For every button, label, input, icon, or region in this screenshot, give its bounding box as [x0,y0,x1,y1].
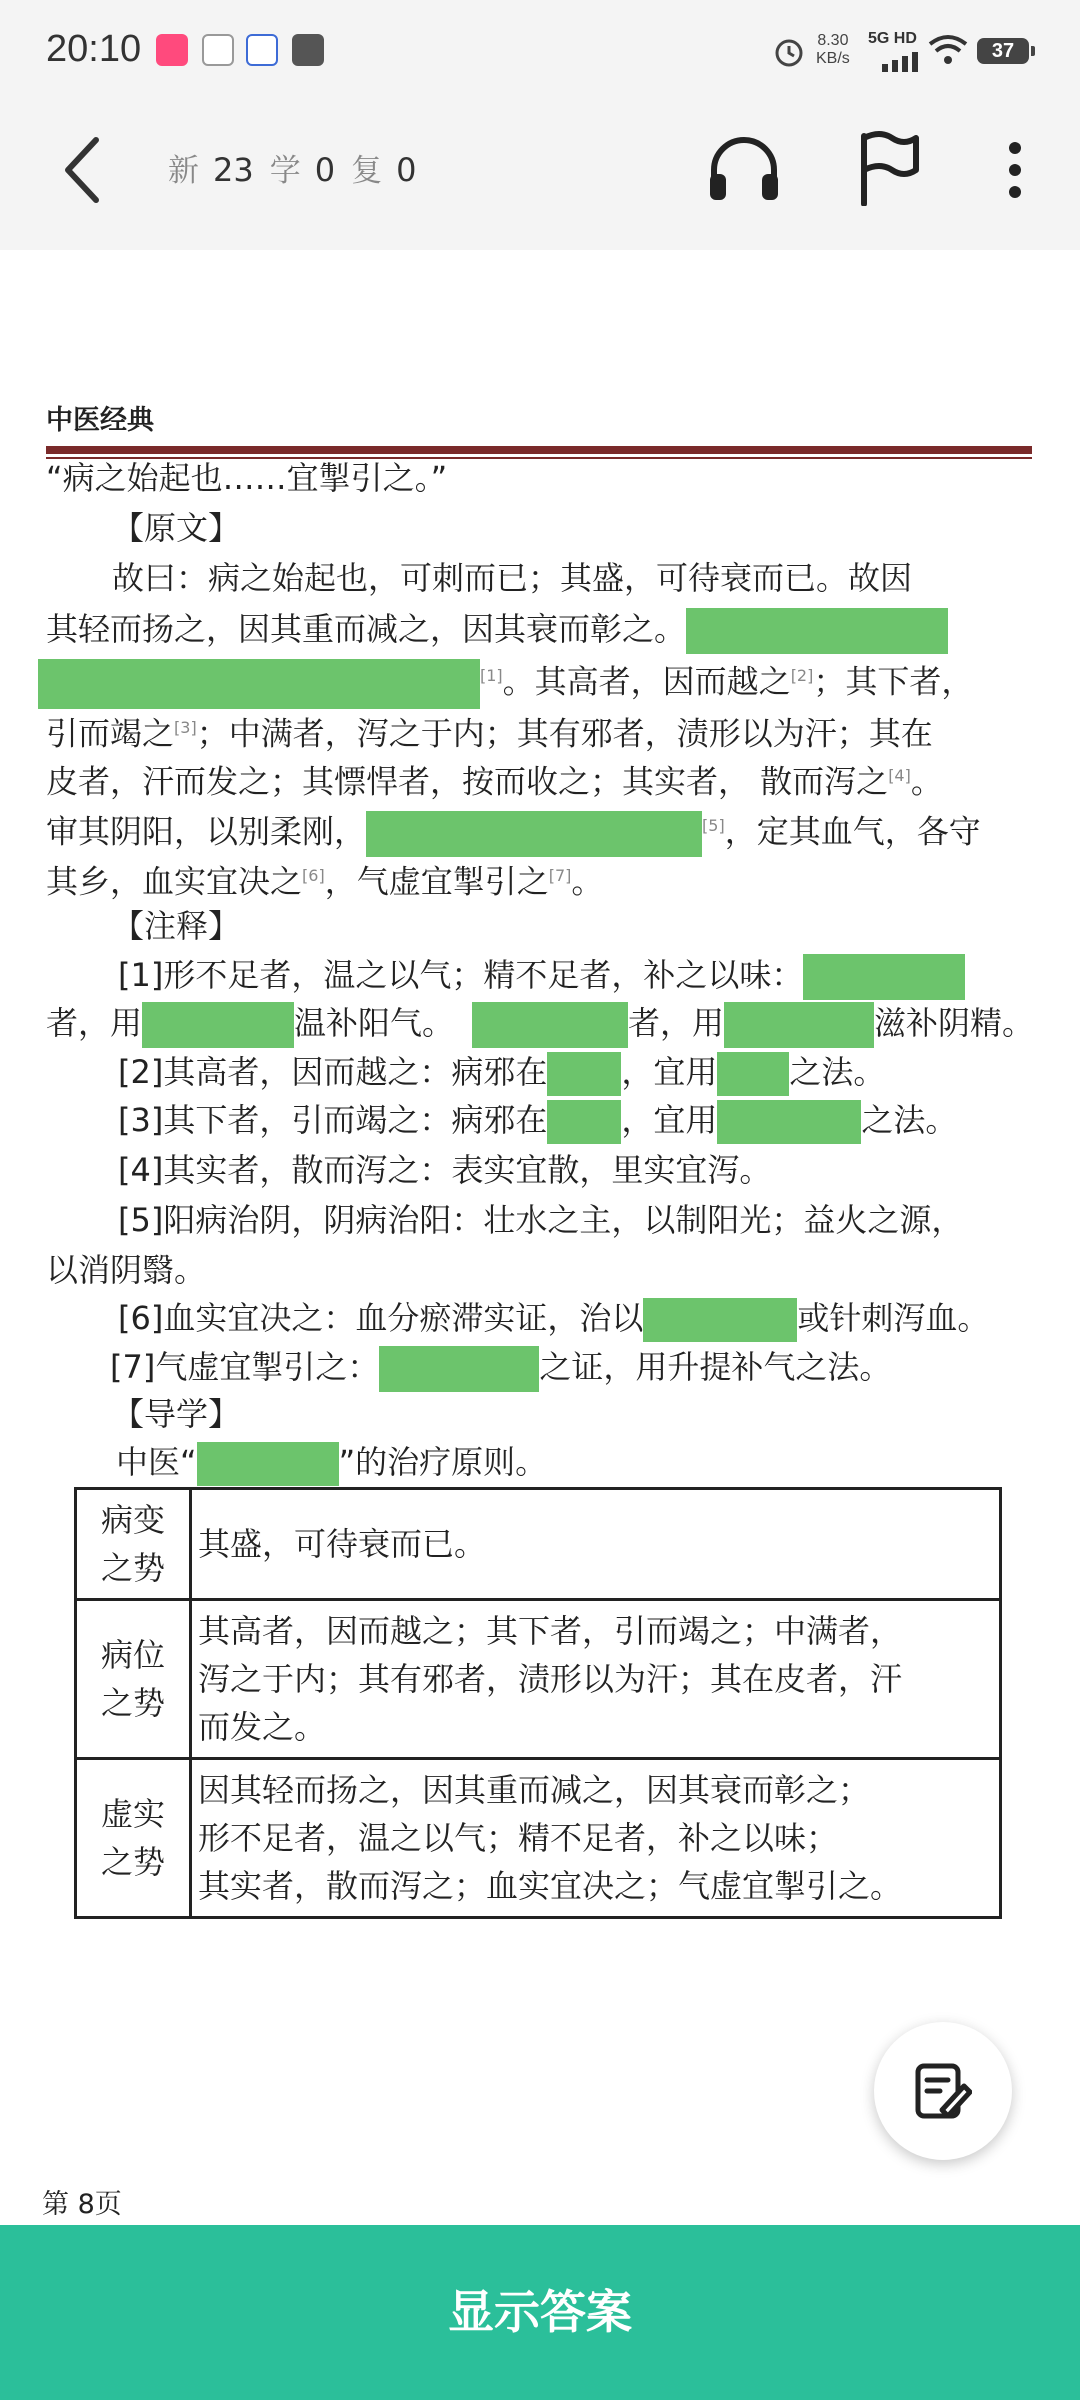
note-text: 或针刺泻血。 [797,1299,990,1337]
original-line [46,756,943,802]
table-text: 其盛，可待衰而已。 [198,1525,487,1563]
intro-quote: “病之始起也……宜掣引之。” [46,459,448,497]
table-head-cell [76,1600,191,1759]
original-text: 。 [910,762,943,801]
table-body-cell [191,1600,1001,1759]
answer-mask[interactable] [472,1002,628,1048]
answer-mask[interactable] [717,1052,789,1096]
original-line [46,856,603,902]
footnote-ref: [3] [174,718,197,737]
answer-mask[interactable] [547,1052,621,1096]
table-head-text: 虚实 [100,1795,165,1833]
footnote-ref: [5] [702,816,725,835]
alarm-icon [772,34,806,68]
document-page [0,250,1080,2225]
guide-line [116,1442,547,1486]
note-line: [5]阳病治阴，阴病治阳：壮水之主，以制阳光；益火之源， [118,1201,964,1239]
note-line [118,1100,957,1144]
table-head-text: 病位 [100,1636,165,1674]
table-head-text: 之势 [100,1684,165,1722]
app-notification-icon [202,34,234,66]
note-line [46,1002,1034,1048]
table-row [76,1489,1001,1600]
status-bar [0,0,1080,100]
more-vertical-icon[interactable] [1000,140,1030,200]
note-text: [6]血实宜决之：血分瘀滞实证，治以 [118,1299,644,1337]
table-row [76,1759,1001,1918]
flag-icon[interactable] [856,130,922,206]
table-head-text: 病变 [100,1501,165,1539]
table-text: 泻之于内；其有邪者，渍形以为汗；其在皮者，汗 [198,1660,903,1698]
speed-value: 8.30 [817,32,849,49]
note-text: ，宜用 [621,1053,718,1091]
footnote-ref: [6] [302,866,325,885]
guide-text: 中医“ [116,1443,197,1481]
note-text: [7]气虚宜掣引之： [110,1348,380,1386]
answer-mask[interactable] [724,1002,874,1048]
footnote-ref: [2] [790,666,814,685]
show-answer-button[interactable]: 显示答案 [0,2225,1080,2400]
answer-mask[interactable] [366,811,702,857]
note-text: 之法。 [789,1053,886,1091]
review-count: 0 [396,151,417,189]
table-head-cell [76,1759,191,1918]
note-text: 温补阳气。 [294,1004,455,1042]
table-row [76,1600,1001,1759]
table-head-text: 之势 [100,1549,165,1587]
table-body-cell [191,1489,1001,1600]
original-text: 。 [571,862,604,901]
footnote-ref: [1] [480,666,503,685]
original-line [46,806,981,857]
answer-mask[interactable] [142,1002,294,1048]
back-arrow-icon[interactable] [56,130,106,210]
original-line [46,608,948,654]
answer-mask[interactable] [686,608,948,654]
note-line [118,1052,885,1096]
answer-mask[interactable] [643,1298,797,1342]
section-notes: 【注释】 [112,907,241,945]
study-counts [168,150,432,191]
header-rule [46,446,1032,454]
note-line [110,1346,891,1392]
comparison-table [74,1487,1002,1919]
answer-mask[interactable] [803,954,965,1000]
app-notification-icon [156,34,188,66]
note-text: 之法。 [861,1101,958,1139]
original-line [46,708,933,754]
new-label: 新 [168,153,199,189]
note-line [118,954,965,1000]
answer-mask[interactable] [717,1100,861,1144]
table-body-cell [191,1759,1001,1918]
review-label: 复 [351,153,383,189]
note-text: 滋补阴精。 [874,1004,1035,1042]
original-text: 。其高者，因而越之 [502,662,791,701]
original-text: 审其阴阳，以别柔刚， [46,812,367,851]
edit-note-button[interactable] [874,2022,1012,2160]
signal-icon [880,50,920,72]
answer-mask[interactable] [547,1100,621,1144]
note-line [118,1298,989,1342]
original-text: ，气虚宜掣引之 [324,862,549,901]
original-text: 皮者，汗而发之；其慓悍者，按而收之；其实者， 散而泻之 [46,762,889,801]
table-text: 形不足者，温之以气；精不足者，补之以味； [198,1819,839,1857]
table-text: 而发之。 [198,1708,327,1746]
new-count: 23 [213,151,254,189]
speed-unit: KB/s [816,50,850,67]
battery-indicator: 37 [977,38,1029,64]
table-head-cell [76,1489,191,1600]
table-text: 其实者，散而泻之；血实宜决之；气虚宜掣引之。 [198,1867,903,1905]
table-head-text: 之势 [100,1843,165,1881]
original-text: 引而竭之 [46,714,175,753]
app-notification-icon [292,34,324,66]
original-text: 其乡，血实宜决之 [46,862,303,901]
headphones-icon[interactable] [706,132,782,204]
learn-label: 学 [269,153,301,189]
note-text: 者，用 [628,1004,725,1042]
network-type: 5G HD [868,30,917,47]
note-text: ，宜用 [621,1101,718,1139]
network-speed [816,32,850,68]
app-notification-icon [246,34,278,66]
note-text: [3]其下者，引而竭之：病邪在 [118,1101,548,1139]
original-text: 其轻而扬之，因其重而减之，因其衰而彰之。 [46,610,687,648]
note-text: [2]其高者，因而越之：病邪在 [118,1053,548,1091]
answer-mask[interactable] [38,659,480,709]
section-original: 【原文】 [112,509,241,547]
original-text: ；其下者， [813,662,974,701]
table-text: 因其轻而扬之，因其重而减之，因其衰而彰之； [198,1771,871,1809]
note-line: [4]其实者，散而泻之：表实宜散，里实宜泻。 [118,1151,772,1189]
original-line [38,656,973,709]
status-time: 20:10 [46,28,142,70]
table-text: 其高者，因而越之；其下者，引而竭之；中满者， [198,1612,903,1650]
note-text: [1]形不足者，温之以气；精不足者，补之以味： [118,956,804,994]
answer-mask[interactable] [379,1346,539,1392]
wifi-icon [928,34,968,66]
guide-text: ”的治疗原则。 [338,1443,548,1481]
note-text: 者，用 [46,1004,143,1042]
footnote-ref: [4] [888,766,911,785]
original-text: ，定其血气，各守 [724,812,981,851]
learn-count: 0 [314,151,336,189]
note-line: 以消阴翳。 [46,1251,207,1289]
section-guide: 【导学】 [112,1395,241,1433]
note-text: 之证，用升提补气之法。 [539,1348,892,1386]
page-number: 第 8页 [42,2189,122,2220]
answer-mask[interactable] [197,1442,339,1486]
edit-note-icon [914,2062,972,2120]
original-line: 故曰：病之始起也，可刺而已；其盛，可待衰而已。故因 [112,559,913,597]
document-header: 中医经典 [46,405,154,436]
footnote-ref: [7] [548,866,572,885]
original-text: ；中满者，泻之于内；其有邪者，渍形以为汗；其在 [196,714,933,753]
